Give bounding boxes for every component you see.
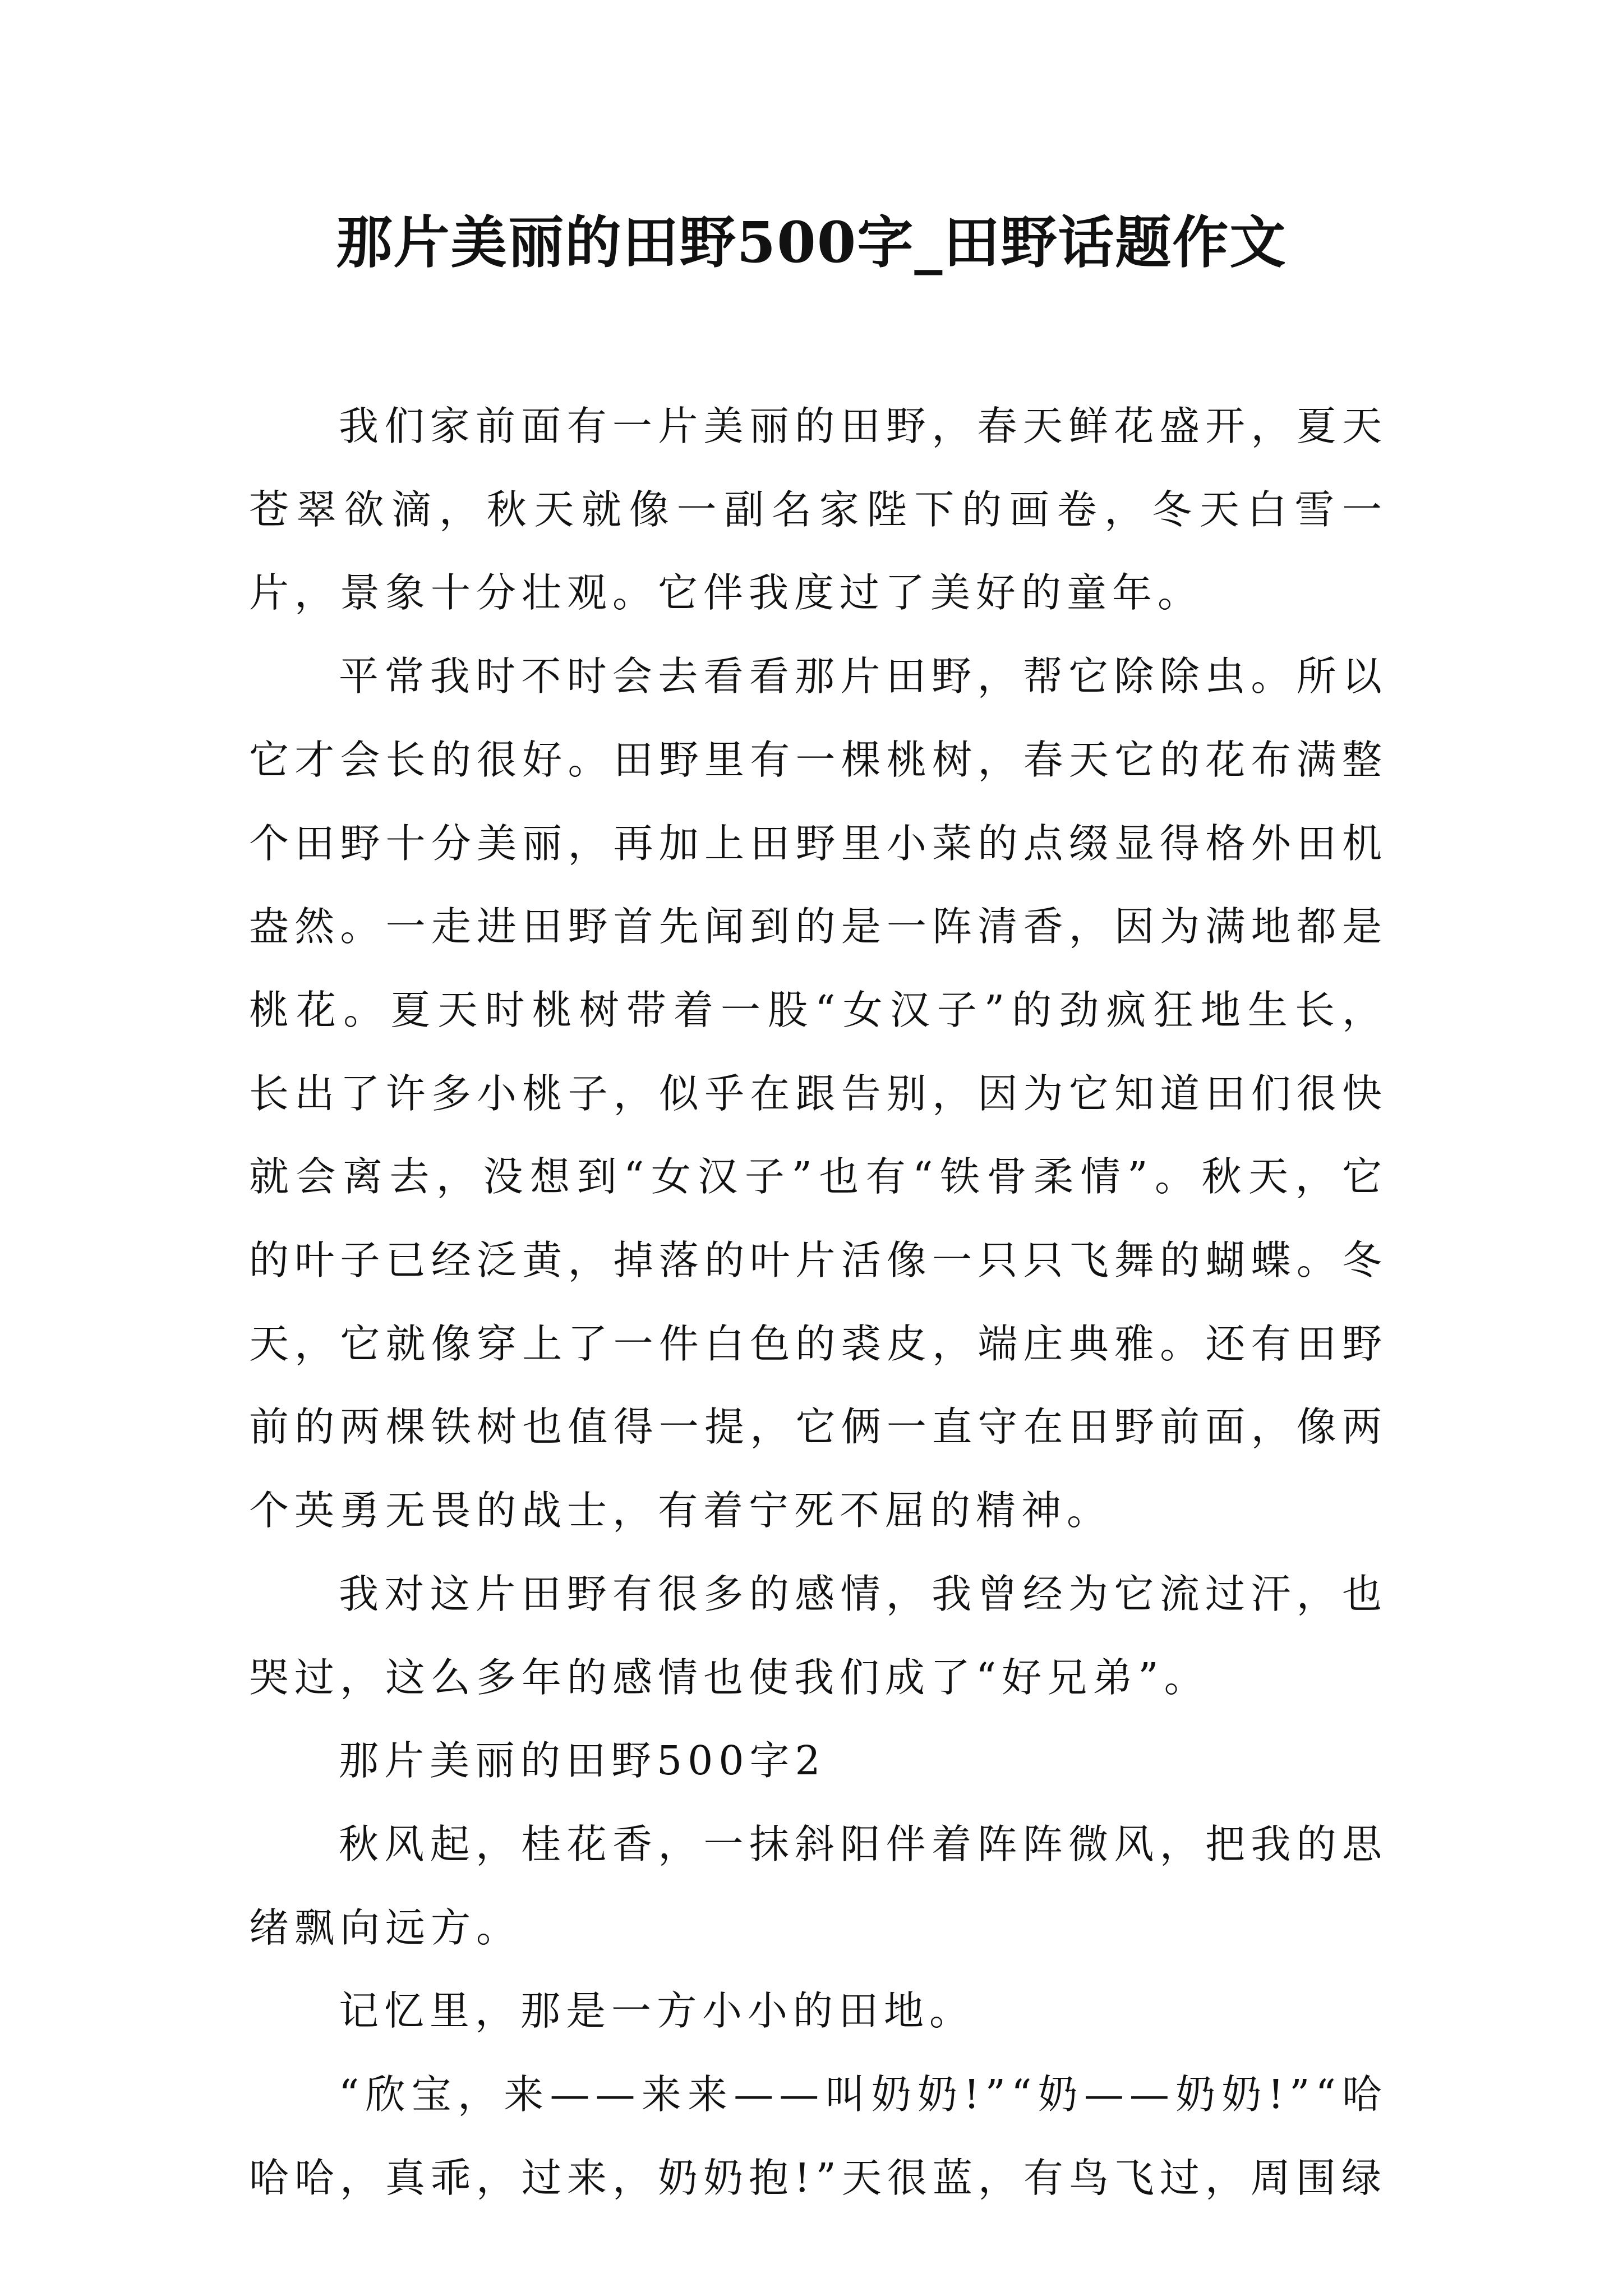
paragraph-6: “欣宝，来——来来——叫奶奶!”“奶——奶奶!”“哈哈哈，真乖，过来，奶奶抱!”天很蓝，有鸟飞过，周围绿 [249, 2071, 1387, 2201]
subheading-2: 那片美丽的田野500字2 [339, 1737, 826, 1784]
paragraph-2: 平常我时不时会去看看那片田野，帮它除除虫。所以它才会长的很好。田野里有一棵桃树，春天它的花布满整个田野十分美丽，再加上田野里小菜的点缀显得格外田机盎然。一走进田野首先闻到的是一阵清香，因为满地都是桃花。夏天时桃树带着一股“女汉子”的劲疯狂地生长，长出了许多小桃子，似乎在跟告别，因为它知道田们很快就会离去，没想到“女汉子”也有“铁骨柔情”。秋天，它的叶子已经泛黄，掉落的叶片活像一只只飞舞的蝴蝶。冬天，它就像穿上了一件白色的裘皮，端庄典雅。还有田野前的两棵铁树也值得一提，它俩一直守在田野前面，像两个英勇无畏的战士，有着宁死不屈的精神。 [249, 653, 1387, 1534]
document-title: 那片美丽的田野500字_田野话题作文 [336, 209, 1287, 275]
paragraph-4: 秋风起，桂花香，一抹斜阳伴着阵阵微风，把我的思绪飘向远方。 [249, 1820, 1387, 1951]
paragraph-5: 记忆里，那是一方小小的田地。 [339, 1987, 975, 2035]
paragraph-1: 我们家前面有一片美丽的田野，春天鲜花盛开，夏天苍翠欲滴，秋天就像一副名家陛下的画卷，冬天白雪一片，景象十分壮观。它伴我度过了美好的童年。 [249, 403, 1387, 616]
paragraph-3: 我对这片田野有很多的感情，我曾经为它流过汗，也哭过，这么多年的感情也使我们成了“好兄弟”。 [249, 1570, 1387, 1701]
document-body [249, 385, 1387, 2220]
